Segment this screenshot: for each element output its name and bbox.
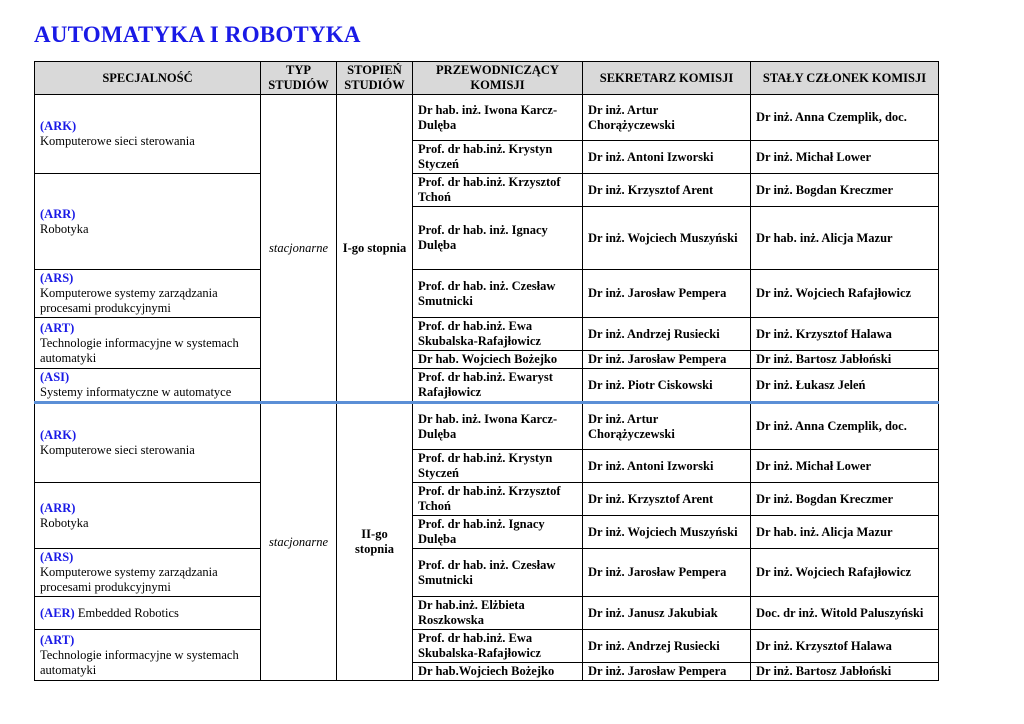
page-title: AUTOMATYKA I ROBOTYKA [34,22,361,47]
spec-name: Robotyka [40,515,89,530]
spec-cell [35,270,261,318]
table-row [35,630,939,663]
spec-name: Komputerowe systemy zarządzania procesami produkcyjnymi [40,565,218,594]
sekr-cell: Dr inż. Piotr Ciskowski [583,369,751,403]
stopien-cell: II-go stopnia [337,403,413,681]
table-row [35,174,939,207]
sekr-cell: Dr inż. Krzysztof Arent [583,174,751,207]
spec-cell [35,174,261,270]
spec-cell [35,630,261,681]
czlon-cell: Dr inż. Anna Czemplik, doc. [751,95,939,141]
czlon-cell: Dr inż. Michał Lower [751,141,939,174]
sekr-cell: Dr inż. Jarosław Pempera [583,663,751,681]
sekr-cell: Dr inż. Wojciech Muszyński [583,516,751,549]
czlon-cell: Dr inż. Krzysztof Halawa [751,630,939,663]
czlon-cell: Dr inż. Wojciech Rafajłowicz [751,549,939,597]
header-przew: PRZEWODNICZĄCY KOMISJI [413,62,583,95]
spec-code: (ARR) [40,206,76,221]
spec-cell [35,369,261,403]
table-row [35,270,939,318]
header-spec: SPECJALNOŚĆ [35,62,261,95]
czlon-cell: Dr inż. Bogdan Kreczmer [751,483,939,516]
przew-cell: Prof. dr hab. inż. Czesław Smutnicki [413,270,583,318]
czlon-cell: Dr inż. Bartosz Jabłoński [751,663,939,681]
przew-cell: Prof. dr hab.inż. Ignacy Dulęba [413,516,583,549]
sekr-cell: Dr inż. Antoni Izworski [583,450,751,483]
czlon-cell: Doc. dr inż. Witold Paluszyński [751,597,939,630]
spec-cell [35,549,261,597]
czlon-cell: Dr inż. Łukasz Jeleń [751,369,939,403]
table-row [35,549,939,597]
spec-name: Komputerowe sieci sterowania [40,443,195,457]
przew-cell: Prof. dr hab.inż. Krzysztof Tchoń [413,174,583,207]
spec-cell [35,597,261,630]
sekr-cell: Dr inż. Artur Chorążyczewski [583,95,751,141]
przew-cell: Prof. dr hab. inż. Czesław Smutnicki [413,549,583,597]
czlon-cell: Dr inż. Bartosz Jabłoński [751,351,939,369]
przew-cell: Prof. dr hab.inż. Krystyn Styczeń [413,450,583,483]
table-row [35,318,939,351]
przew-cell: Prof. dr hab.inż. Krystyn Styczeń [413,141,583,174]
spec-cell [35,403,261,483]
przew-cell: Prof. dr hab. inż. Ignacy Dulęba [413,207,583,270]
sekr-cell: Dr inż. Andrzej Rusiecki [583,318,751,351]
typ-cell: stacjonarne [261,403,337,681]
spec-name: Komputerowe systemy zarządzania procesami produkcyjnymi [40,286,218,315]
header-sekr: SEKRETARZ KOMISJI [583,62,751,95]
przew-cell: Dr hab.inż. Elżbieta Roszkowska [413,597,583,630]
table-row [35,597,939,630]
spec-cell [35,95,261,174]
sekr-cell: Dr inż. Krzysztof Arent [583,483,751,516]
czlon-cell: Dr inż. Bogdan Kreczmer [751,174,939,207]
header-row [35,62,939,95]
typ-cell: stacjonarne [261,95,337,403]
spec-code: (ARR) [40,500,76,515]
przew-cell: Prof. dr hab.inż. Krzysztof Tchoń [413,483,583,516]
spec-name: Technologie informacyjne w systemach automatyki [40,335,239,365]
przew-cell: Prof. dr hab.inż. Ewaryst Rafajłowicz [413,369,583,403]
czlon-cell: Dr inż. Wojciech Rafajłowicz [751,270,939,318]
przew-cell: Prof. dr hab.inż. Ewa Skubalska-Rafajłowicz [413,318,583,351]
spec-code: (ARS) [40,550,74,564]
sekr-cell: Dr inż. Jarosław Pempera [583,549,751,597]
spec-code: (ARK) [40,119,77,133]
przew-cell: Dr hab. inż. Iwona Karcz-Dulęba [413,95,583,141]
przew-cell: Dr hab. inż. Iwona Karcz-Dulęba [413,403,583,450]
sekr-cell: Dr inż. Andrzej Rusiecki [583,630,751,663]
sekr-cell: Dr inż. Janusz Jakubiak [583,597,751,630]
sekr-cell: Dr inż. Wojciech Muszyński [583,207,751,270]
spec-code: (ARS) [40,271,74,285]
spec-code: (ART) [40,632,75,647]
czlon-cell: Dr inż. Anna Czemplik, doc. [751,403,939,450]
header-czlon: STAŁY CZŁONEK KOMISJI [751,62,939,95]
header-stopien: STOPIEŃ STUDIÓW [337,62,413,95]
header-typ: TYP STUDIÓW [261,62,337,95]
spec-name: Embedded Robotics [77,605,179,620]
committee-table [34,61,939,681]
sekr-cell: Dr inż. Antoni Izworski [583,141,751,174]
table-row [35,95,939,141]
przew-cell: Dr hab. Wojciech Bożejko [413,351,583,369]
table-row [35,403,939,450]
przew-cell: Dr hab.Wojciech Bożejko [413,663,583,681]
table-row [35,483,939,516]
spec-cell [35,483,261,549]
czlon-cell: Dr hab. inż. Alicja Mazur [751,516,939,549]
spec-name: Technologie informacyjne w systemach automatyki [40,647,239,677]
spec-code: (ART) [40,320,75,335]
spec-code: (ASI) [40,370,70,384]
sekr-cell: Dr inż. Artur Chorążyczewski [583,403,751,450]
czlon-cell: Dr inż. Krzysztof Halawa [751,318,939,351]
spec-name: Systemy informatyczne w automatyce [40,385,232,399]
spec-code: (ARK) [40,428,77,442]
sekr-cell: Dr inż. Jarosław Pempera [583,270,751,318]
stopien-cell: I-go stopnia [337,95,413,403]
table-row [35,369,939,403]
czlon-cell: Dr hab. inż. Alicja Mazur [751,207,939,270]
spec-name: Komputerowe sieci sterowania [40,134,195,148]
czlon-cell: Dr inż. Michał Lower [751,450,939,483]
spec-code: (AER) [40,605,75,620]
przew-cell: Prof. dr hab.inż. Ewa Skubalska-Rafajłowicz [413,630,583,663]
spec-cell [35,318,261,369]
sekr-cell: Dr inż. Jarosław Pempera [583,351,751,369]
spec-name: Robotyka [40,221,89,236]
